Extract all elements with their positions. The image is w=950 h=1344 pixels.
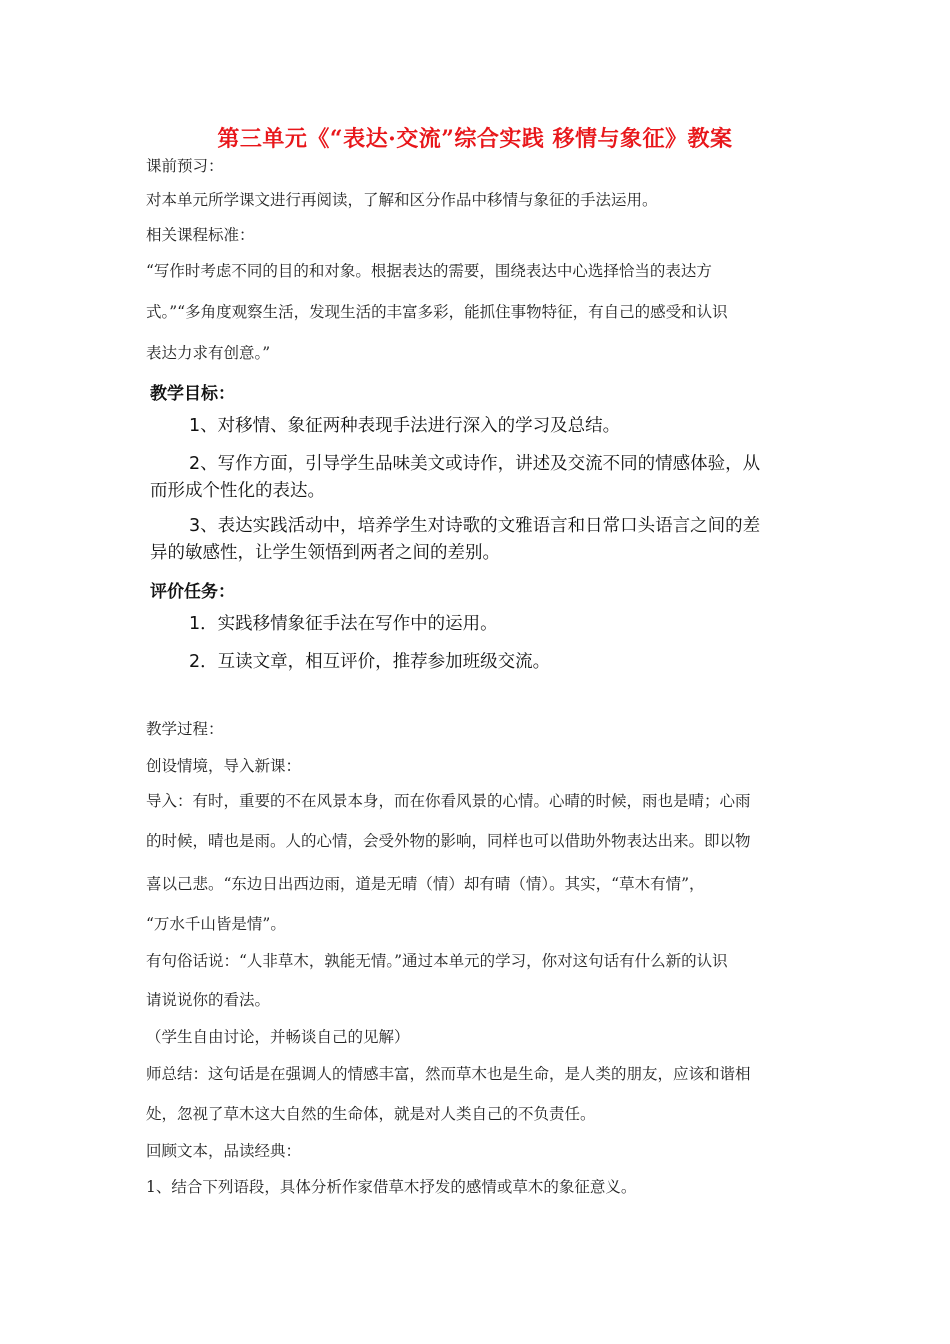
task-item-1: 1．实践移情象征手法在写作中的运用。	[189, 614, 498, 634]
review-item-1: 1、结合下列语段，具体分析作家借草木抒发的感情或草木的象征意义。	[146, 1178, 637, 1196]
task-item-2: 2．互读文章，相互评价，推荐参加班级交流。	[189, 652, 551, 672]
goal-item-3-line-1: 3、表达实践活动中，培养学生对诗歌的文雅语言和日常口头语言之间的差	[189, 516, 761, 536]
standards-heading: 相关课程标准：	[146, 226, 255, 244]
intro-line-1: 导入：有时，重要的不在风景本身，而在你看风景的心情。心晴的时候，雨也是晴；心雨	[146, 792, 751, 810]
preview-heading: 课前预习：	[146, 157, 224, 175]
intro-heading: 创设情境，导入新课：	[146, 757, 302, 775]
saying-line-1: 有句俗话说：“人非草木，孰能无情。”通过本单元的学习，你对这句话有什么新的认识	[146, 952, 728, 970]
goals-heading: 教学目标：	[150, 384, 235, 404]
process-heading: 教学过程：	[146, 720, 224, 738]
saying-line-2: 请说说你的看法。	[146, 991, 271, 1009]
intro-line-3: 喜以己悲。“东边日出西边雨，道是无晴（情）却有晴（情）。其实，“草木有情”，	[146, 875, 705, 893]
goal-item-2-line-2: 而形成个性化的表达。	[150, 481, 325, 501]
standards-line-3: 表达力求有创意。”	[146, 344, 271, 362]
preview-text: 对本单元所学课文进行再阅读，了解和区分作品中移情与象征的手法运用。	[146, 191, 658, 209]
summary-line-1: 师总结：这句话是在强调人的情感丰富，然而草木也是生命，是人类的朋友，应该和谐相	[146, 1065, 751, 1083]
goal-item-1: 1、对移情、象征两种表现手法进行深入的学习及总结。	[189, 416, 621, 436]
intro-line-4: “万水千山皆是情”。	[146, 915, 286, 933]
goal-item-2-line-1: 2、写作方面，引导学生品味美文或诗作，讲述及交流不同的情感体验，从	[189, 454, 761, 474]
tasks-heading: 评价任务：	[150, 582, 235, 602]
intro-line-2: 的时候，晴也是雨。人的心情，会受外物的影响，同样也可以借助外物表达出来。即以物	[146, 832, 751, 850]
standards-line-1: “写作时考虑不同的目的和对象。根据表达的需要，围绕表达中心选择恰当的表达方	[146, 262, 712, 280]
summary-line-2: 处，忽视了草木这大自然的生命体，就是对人类自己的不负责任。	[146, 1105, 596, 1123]
review-heading: 回顾文本，品读经典：	[146, 1142, 302, 1160]
document-title: 第三单元《“表达·交流”综合实践 移情与象征》教案	[217, 126, 733, 152]
goal-item-3-line-2: 异的敏感性，让学生领悟到两者之间的差别。	[150, 543, 500, 563]
discussion-note: （学生自由讨论，并畅谈自己的见解）	[146, 1028, 410, 1046]
standards-line-2: 式。”“多角度观察生活，发现生活的丰富多彩，能抓住事物特征，有自己的感受和认识	[146, 303, 728, 321]
